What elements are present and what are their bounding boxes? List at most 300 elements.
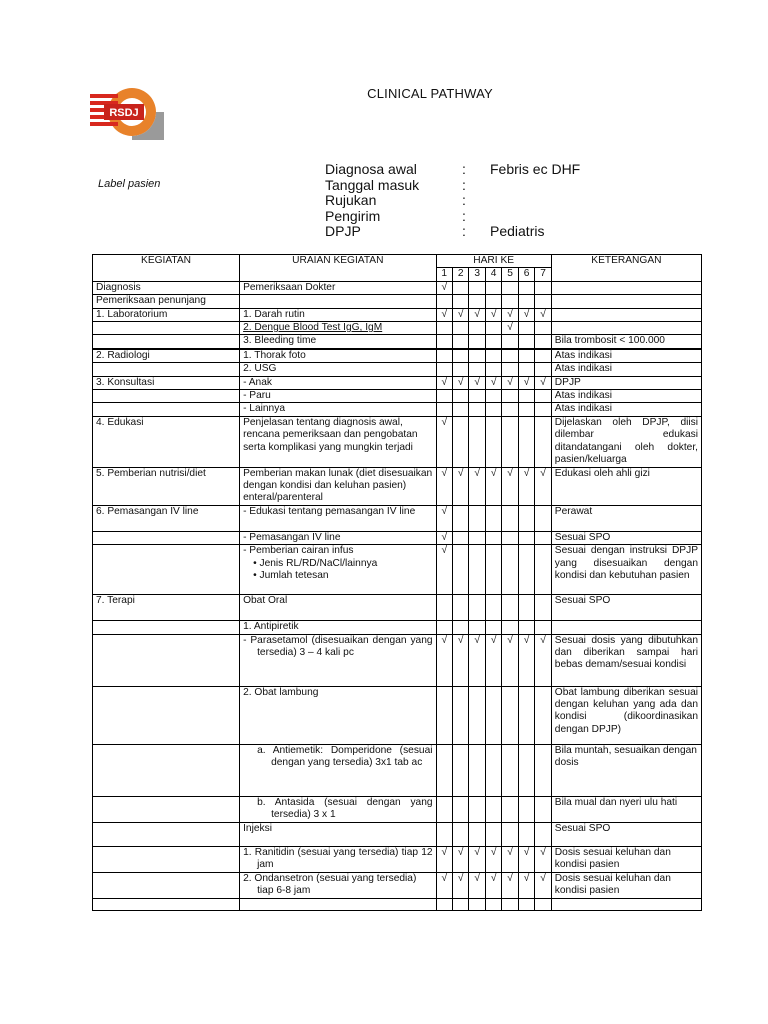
day-number: 3 xyxy=(469,268,485,281)
day-check: √ xyxy=(502,846,518,872)
day-cell xyxy=(452,505,468,531)
table-row xyxy=(93,822,702,846)
info-key: Pengirim xyxy=(325,207,381,224)
header-kegiatan: KEGIATAN xyxy=(93,255,240,282)
bullet-icon: • xyxy=(253,569,260,581)
infus-sub-item xyxy=(243,570,432,582)
table-row xyxy=(93,363,702,376)
day-cell xyxy=(535,322,552,335)
day-check: √ xyxy=(469,467,485,505)
day-cell xyxy=(436,322,452,335)
day-cell xyxy=(452,295,468,308)
day-check: √ xyxy=(469,634,485,686)
day-cell xyxy=(469,796,485,822)
table-row xyxy=(93,322,702,335)
keterangan-cell xyxy=(551,322,701,335)
uraian-cell xyxy=(240,846,436,872)
day-cell xyxy=(452,403,468,416)
table-row xyxy=(93,505,702,531)
kegiatan-cell xyxy=(93,634,240,686)
day-cell xyxy=(452,416,468,467)
day-cell xyxy=(485,390,501,403)
info-key: DPJP xyxy=(325,223,361,239)
day-cell xyxy=(485,744,501,796)
uraian-text: - Pemasangan IV line xyxy=(243,531,341,543)
kegiatan-cell: Diagnosis xyxy=(93,281,240,294)
day-check: √ xyxy=(436,308,452,321)
day-cell xyxy=(469,349,485,362)
day-check: √ xyxy=(502,308,518,321)
keterangan-cell: Dijelaskan oleh DPJP, diisi dilembar edukasi ditandatangani oleh dokter, pasien/keluarga xyxy=(551,416,701,467)
uraian-cell xyxy=(240,744,436,796)
table-row xyxy=(93,531,702,544)
keterangan-cell: Bila trombosit < 100.000 xyxy=(551,335,701,348)
day-check: √ xyxy=(502,322,518,335)
day-cell xyxy=(535,505,552,531)
day-check: √ xyxy=(436,846,452,872)
uraian-text: 2. Dengue Blood Test IgG, IgM xyxy=(243,322,383,334)
table-row xyxy=(93,403,702,416)
day-cell xyxy=(469,898,485,910)
uraian-cell xyxy=(240,322,436,335)
bullet-icon: • xyxy=(253,557,260,569)
header-hari-ke: HARI KE xyxy=(436,255,551,268)
day-number: 1 xyxy=(436,268,452,281)
day-number: 4 xyxy=(485,268,501,281)
day-cell xyxy=(469,295,485,308)
keterangan-cell: Sesuai SPO xyxy=(551,822,701,846)
keterangan-cell: Dosis sesuai keluhan dan kondisi pasien xyxy=(551,846,701,872)
day-cell xyxy=(518,505,534,531)
uraian-cell xyxy=(240,505,436,531)
info-row xyxy=(325,178,650,194)
day-cell xyxy=(436,390,452,403)
day-cell xyxy=(436,363,452,376)
day-check: √ xyxy=(436,545,452,595)
keterangan-cell xyxy=(551,308,701,321)
day-check: √ xyxy=(436,416,452,467)
day-check: √ xyxy=(452,376,468,389)
day-cell xyxy=(436,349,452,362)
keterangan-cell: Sesuai SPO xyxy=(551,595,701,621)
day-check: √ xyxy=(502,376,518,389)
info-row xyxy=(325,162,650,178)
day-cell xyxy=(469,822,485,846)
uraian-cell xyxy=(240,308,436,321)
day-cell xyxy=(485,898,501,910)
table-row xyxy=(93,634,702,686)
day-cell xyxy=(469,686,485,744)
keterangan-cell: Atas indikasi xyxy=(551,363,701,376)
keterangan-cell xyxy=(551,898,701,910)
logo-text: RSDJ xyxy=(109,107,139,119)
kegiatan-cell xyxy=(93,898,240,910)
day-check: √ xyxy=(502,634,518,686)
uraian-text: - Anak xyxy=(243,376,272,388)
day-check: √ xyxy=(452,872,468,898)
day-check: √ xyxy=(469,376,485,389)
day-cell xyxy=(502,621,518,634)
day-check: √ xyxy=(436,872,452,898)
day-cell xyxy=(535,416,552,467)
day-cell xyxy=(535,545,552,595)
day-cell xyxy=(452,796,468,822)
uraian-text: b. Antasida (sesuai dengan yang tersedia) 3 x 1 xyxy=(257,796,433,820)
day-check: √ xyxy=(452,846,468,872)
day-cell xyxy=(518,322,534,335)
table-row xyxy=(93,390,702,403)
day-cell xyxy=(535,686,552,744)
uraian-text: 1. Ranitidin (sesuai yang tersedia) tiap 12 jam xyxy=(243,846,433,870)
day-cell xyxy=(469,322,485,335)
keterangan-cell: Bila mual dan nyeri ulu hati xyxy=(551,796,701,822)
day-cell xyxy=(452,363,468,376)
info-key: Tanggal masuk xyxy=(325,176,420,193)
day-cell xyxy=(535,898,552,910)
day-cell xyxy=(452,281,468,294)
day-cell xyxy=(452,335,468,348)
kegiatan-cell xyxy=(93,686,240,744)
uraian-text: 1. Darah rutin xyxy=(243,308,305,320)
table-row xyxy=(93,744,702,796)
uraian-text: Obat Oral xyxy=(243,595,288,607)
info-value xyxy=(490,193,650,209)
table-row xyxy=(93,281,702,294)
day-cell xyxy=(502,416,518,467)
table-row xyxy=(93,545,702,595)
table-row xyxy=(93,335,702,348)
day-check: √ xyxy=(436,281,452,294)
day-cell xyxy=(535,295,552,308)
day-cell xyxy=(485,281,501,294)
kegiatan-cell: 5. Pemberian nutrisi/diet xyxy=(93,467,240,505)
day-cell xyxy=(535,796,552,822)
day-check: √ xyxy=(535,634,552,686)
day-check: √ xyxy=(485,846,501,872)
day-cell xyxy=(535,822,552,846)
day-cell xyxy=(518,545,534,595)
uraian-text: 2. Obat lambung xyxy=(243,686,319,698)
day-cell xyxy=(485,322,501,335)
day-cell xyxy=(485,822,501,846)
day-cell xyxy=(518,416,534,467)
day-cell xyxy=(535,349,552,362)
kegiatan-cell: 3. Konsultasi xyxy=(93,376,240,389)
day-cell xyxy=(502,363,518,376)
info-value xyxy=(490,178,650,194)
day-cell xyxy=(436,403,452,416)
day-cell xyxy=(469,621,485,634)
keterangan-cell: Obat lambung diberikan sesuai dengan keluhan yang ada dan kondisi (dikoordinasikan dengan DPJP) xyxy=(551,686,701,744)
day-check: √ xyxy=(518,467,534,505)
uraian-text: a. Antiemetik: Domperidone (sesuai dengan yang tersedia) 3x1 tab ac xyxy=(257,744,433,768)
uraian-cell xyxy=(240,621,436,634)
header-keterangan: KETERANGAN xyxy=(551,255,701,282)
day-cell xyxy=(485,295,501,308)
info-colon: : xyxy=(462,161,466,177)
day-check: √ xyxy=(469,872,485,898)
uraian-text: Pemberian makan lunak (diet disesuaikan dengan kondisi dan keluhan pasien) enteral/parenteral xyxy=(243,467,433,504)
kegiatan-cell xyxy=(93,621,240,634)
patient-info xyxy=(325,162,650,240)
uraian-cell xyxy=(240,686,436,744)
keterangan-cell: Dosis sesuai keluhan dan kondisi pasien xyxy=(551,872,701,898)
keterangan-cell: Perawat xyxy=(551,505,701,531)
day-cell xyxy=(469,363,485,376)
uraian-text: Penjelasan tentang diagnosis awal, rencana pemeriksaan dan pengobatan serta komplikasi yang mungkin terjadi xyxy=(243,416,418,453)
day-cell xyxy=(452,531,468,544)
uraian-cell xyxy=(240,898,436,910)
day-cell xyxy=(452,686,468,744)
day-cell xyxy=(535,531,552,544)
day-check: √ xyxy=(535,872,552,898)
uraian-cell xyxy=(240,349,436,362)
day-check: √ xyxy=(485,872,501,898)
keterangan-cell: Sesuai dengan instruksi DPJP yang disesuaikan dengan kondisi dan kebutuhan pasien xyxy=(551,545,701,595)
day-cell xyxy=(535,363,552,376)
day-number: 2 xyxy=(452,268,468,281)
kegiatan-cell xyxy=(93,872,240,898)
uraian-cell xyxy=(240,796,436,822)
day-cell xyxy=(535,403,552,416)
day-cell xyxy=(502,822,518,846)
day-cell xyxy=(436,335,452,348)
kegiatan-cell: Pemeriksaan penunjang xyxy=(93,295,240,308)
table-row xyxy=(93,872,702,898)
uraian-text: 1. Thorak foto xyxy=(243,349,306,361)
info-colon: : xyxy=(462,223,466,239)
day-cell xyxy=(518,796,534,822)
day-number: 7 xyxy=(535,268,552,281)
info-colon: : xyxy=(462,192,466,208)
day-cell xyxy=(452,390,468,403)
table-row xyxy=(93,898,702,910)
day-check: √ xyxy=(535,376,552,389)
day-cell xyxy=(502,898,518,910)
day-cell xyxy=(518,621,534,634)
uraian-cell xyxy=(240,634,436,686)
day-cell xyxy=(535,335,552,348)
info-value xyxy=(490,209,650,225)
uraian-cell xyxy=(240,403,436,416)
info-row xyxy=(325,193,650,209)
infus-sub-text: Jenis RL/RD/NaCl/lainnya xyxy=(259,557,378,569)
day-cell xyxy=(485,796,501,822)
day-check: √ xyxy=(452,467,468,505)
day-cell xyxy=(518,295,534,308)
day-cell xyxy=(485,686,501,744)
uraian-cell xyxy=(240,416,436,467)
day-cell xyxy=(469,281,485,294)
kegiatan-cell xyxy=(93,390,240,403)
kegiatan-cell xyxy=(93,822,240,846)
day-cell xyxy=(485,335,501,348)
day-cell xyxy=(518,595,534,621)
keterangan-cell: Atas indikasi xyxy=(551,349,701,362)
day-check: √ xyxy=(452,634,468,686)
table-row xyxy=(93,295,702,308)
kegiatan-cell xyxy=(93,403,240,416)
day-cell xyxy=(518,335,534,348)
table-header-row xyxy=(93,255,702,268)
day-cell xyxy=(469,545,485,595)
table-row xyxy=(93,349,702,362)
day-check: √ xyxy=(518,308,534,321)
day-check: √ xyxy=(535,467,552,505)
day-cell xyxy=(436,621,452,634)
kegiatan-cell xyxy=(93,335,240,348)
day-check: √ xyxy=(436,634,452,686)
keterangan-cell: Sesuai dosis yang dibutuhkan dan diberikan sampai hari bebas demam/sesuai kondisi xyxy=(551,634,701,686)
day-cell xyxy=(452,545,468,595)
infus-sub-text: Jumlah tetesan xyxy=(259,569,329,581)
day-number: 5 xyxy=(502,268,518,281)
day-check: √ xyxy=(518,872,534,898)
page-title: CLINICAL PATHWAY xyxy=(367,86,493,101)
day-check: √ xyxy=(452,308,468,321)
day-cell xyxy=(535,595,552,621)
day-cell xyxy=(502,281,518,294)
day-cell xyxy=(469,390,485,403)
day-cell xyxy=(469,531,485,544)
kegiatan-cell xyxy=(93,744,240,796)
day-cell xyxy=(452,822,468,846)
keterangan-cell xyxy=(551,281,701,294)
kegiatan-cell: 4. Edukasi xyxy=(93,416,240,467)
keterangan-cell: DPJP xyxy=(551,376,701,389)
day-cell xyxy=(469,505,485,531)
day-cell xyxy=(535,621,552,634)
day-cell xyxy=(485,531,501,544)
table-row xyxy=(93,467,702,505)
table-row xyxy=(93,796,702,822)
table-row xyxy=(93,308,702,321)
day-cell xyxy=(502,545,518,595)
day-cell xyxy=(518,744,534,796)
kegiatan-cell: 6. Pemasangan IV line xyxy=(93,505,240,531)
day-cell xyxy=(485,403,501,416)
day-cell xyxy=(485,595,501,621)
day-cell xyxy=(436,295,452,308)
rsdj-logo xyxy=(88,84,168,142)
day-cell xyxy=(518,390,534,403)
uraian-text: 3. Bleeding time xyxy=(243,335,317,347)
day-cell xyxy=(469,416,485,467)
day-check: √ xyxy=(535,308,552,321)
uraian-text: Injeksi xyxy=(243,822,272,834)
day-cell xyxy=(436,898,452,910)
day-cell xyxy=(502,686,518,744)
day-check: √ xyxy=(518,634,534,686)
day-cell xyxy=(469,335,485,348)
uraian-text: Pemeriksaan Dokter xyxy=(243,281,336,293)
day-cell xyxy=(436,686,452,744)
day-check: √ xyxy=(485,308,501,321)
kegiatan-cell xyxy=(93,846,240,872)
day-cell xyxy=(469,595,485,621)
day-cell xyxy=(518,898,534,910)
uraian-text: - Paru xyxy=(243,390,271,402)
uraian-cell xyxy=(240,467,436,505)
uraian-cell xyxy=(240,363,436,376)
day-cell xyxy=(518,531,534,544)
kegiatan-cell xyxy=(93,322,240,335)
table-row xyxy=(93,416,702,467)
keterangan-cell: Atas indikasi xyxy=(551,403,701,416)
day-cell xyxy=(518,281,534,294)
day-cell xyxy=(535,390,552,403)
day-cell xyxy=(502,349,518,362)
kegiatan-cell xyxy=(93,796,240,822)
day-cell xyxy=(452,322,468,335)
day-cell xyxy=(469,403,485,416)
day-cell xyxy=(452,595,468,621)
day-cell xyxy=(502,505,518,531)
info-value: Febris ec DHF xyxy=(490,161,581,177)
day-cell xyxy=(518,349,534,362)
uraian-text: 2. USG xyxy=(243,363,277,375)
keterangan-cell: Edukasi oleh ahli gizi xyxy=(551,467,701,505)
info-key: Diagnosa awal xyxy=(325,161,417,177)
day-check: √ xyxy=(518,376,534,389)
day-check: √ xyxy=(518,846,534,872)
day-cell xyxy=(485,621,501,634)
kegiatan-cell: 2. Radiologi xyxy=(93,349,240,362)
day-cell xyxy=(436,744,452,796)
day-cell xyxy=(436,796,452,822)
uraian-text: - Pemberian cairan infus xyxy=(243,545,354,557)
table-row xyxy=(93,376,702,389)
day-check: √ xyxy=(436,531,452,544)
day-cell xyxy=(535,744,552,796)
table-row xyxy=(93,595,702,621)
info-row xyxy=(325,209,650,225)
info-row xyxy=(325,224,650,240)
day-cell xyxy=(502,403,518,416)
day-check: √ xyxy=(485,376,501,389)
uraian-text: - Lainnya xyxy=(243,403,285,415)
day-check: √ xyxy=(436,467,452,505)
day-cell xyxy=(485,349,501,362)
uraian-cell xyxy=(240,281,436,294)
clinical-pathway-table xyxy=(92,254,702,911)
day-cell xyxy=(502,335,518,348)
kegiatan-cell xyxy=(93,545,240,595)
day-cell xyxy=(485,545,501,595)
day-cell xyxy=(452,898,468,910)
uraian-cell xyxy=(240,822,436,846)
day-cell xyxy=(518,363,534,376)
day-check: √ xyxy=(485,634,501,686)
kegiatan-cell: 1. Laboratorium xyxy=(93,308,240,321)
day-cell xyxy=(518,403,534,416)
day-cell xyxy=(469,744,485,796)
day-check: √ xyxy=(469,308,485,321)
day-cell xyxy=(485,416,501,467)
day-cell xyxy=(518,686,534,744)
uraian-cell xyxy=(240,872,436,898)
keterangan-cell xyxy=(551,295,701,308)
header-uraian: URAIAN KEGIATAN xyxy=(240,255,436,282)
day-cell xyxy=(452,744,468,796)
day-cell xyxy=(452,621,468,634)
day-cell xyxy=(502,744,518,796)
uraian-text: - Parasetamol (disesuaikan dengan yang tersedia) 3 – 4 kali pc xyxy=(243,634,433,658)
table-row xyxy=(93,846,702,872)
table-row xyxy=(93,686,702,744)
day-cell xyxy=(502,295,518,308)
uraian-cell xyxy=(240,595,436,621)
